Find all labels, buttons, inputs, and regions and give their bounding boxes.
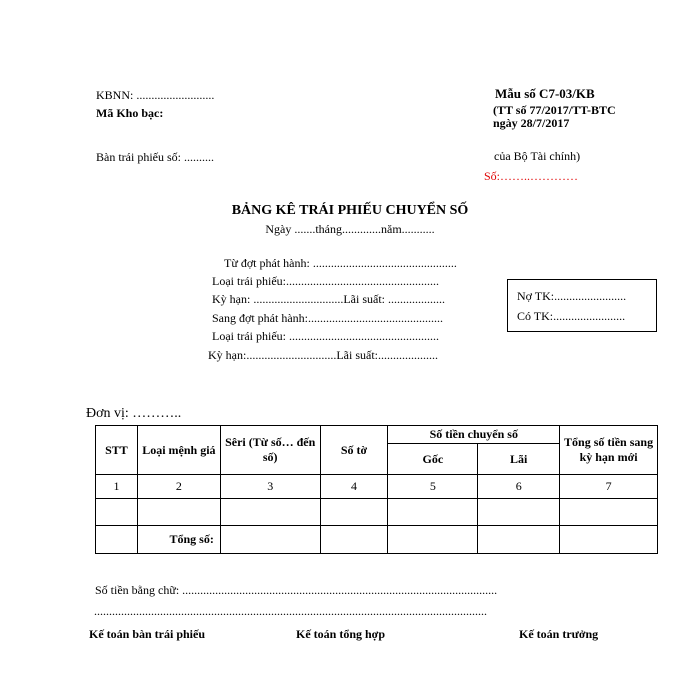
table-cell [478, 526, 560, 554]
column-number: 3 [220, 475, 320, 499]
circular-reference: (TT số 77/2017/TT-BTC ngày 28/7/2017 [493, 103, 616, 130]
bond-transfer-table [95, 425, 658, 554]
header-lai: Lãi [478, 444, 560, 475]
no-tk-line: Nợ TK:........................ [517, 289, 627, 303]
table-cell [560, 499, 658, 526]
loai-trai-phieu-field-1: Loại trái phiếu:................................................... [212, 274, 439, 288]
signature-ke-toan-truong: Kế toán trưởng [519, 627, 599, 641]
table-cell [478, 499, 560, 526]
header-goc: Gốc [388, 444, 478, 475]
table-cell [388, 526, 478, 554]
header-tong-so-tien: Tổng số tiền sang kỳ hạn mới [560, 426, 658, 475]
column-number: 6 [478, 475, 560, 499]
table-cell [220, 499, 320, 526]
table-cell [320, 526, 388, 554]
ky-han-lai-suat-field-2: Kỳ hạn:..............................Lãi suất:.................... [208, 348, 438, 362]
issuing-authority: của Bộ Tài chính) [494, 149, 581, 163]
column-number: 2 [137, 475, 220, 499]
date-line: Ngày .......tháng.............năm........... [265, 222, 435, 236]
tu-dot-phat-hanh-field: Từ đợt phát hành: ................................................ [224, 256, 457, 270]
table-cell [388, 499, 478, 526]
table-cell [560, 526, 658, 554]
document-number: Số:……..………… [484, 169, 579, 183]
dotted-continuation-line: ................................................................................................................................... [94, 604, 487, 618]
ky-han-lai-suat-field-1: Kỳ hạn: ..............................Lãi suất: ................... [212, 292, 445, 306]
column-number: 7 [560, 475, 658, 499]
ma-kho-bac-label: Mã Kho bạc: [96, 106, 164, 120]
table-row [96, 499, 658, 526]
header-so-tien-chuyen-so: Số tiền chuyển số [388, 426, 560, 444]
so-tien-bang-chu-line: Số tiền bằng chữ: ......................................................................................................... [95, 583, 498, 597]
header-seri: Sêri (Từ số… đến số) [220, 426, 320, 475]
kbnn-line: KBNN: .......................... [96, 88, 215, 102]
co-tk-line: Có TK:........................ [517, 309, 626, 323]
table-cell [320, 499, 388, 526]
column-number-row [96, 475, 658, 499]
header-loai-menh-gia: Loại mệnh giá [137, 426, 220, 475]
account-box [507, 279, 657, 332]
header-so-to: Số tờ [320, 426, 388, 475]
column-number: 4 [320, 475, 388, 499]
column-number: 5 [388, 475, 478, 499]
ban-trai-phieu-line: Bàn trái phiếu số: .......... [96, 150, 214, 164]
total-label: Tổng số: [137, 526, 220, 554]
table-cell [137, 499, 220, 526]
form-number: Mẫu số C7-03/KB [495, 86, 595, 101]
don-vi-line: Đơn vị: ……….. [86, 406, 182, 421]
loai-trai-phieu-field-2: Loại trái phiếu: .................................................. [212, 329, 439, 343]
header-stt: STT [96, 426, 138, 475]
table-cell [96, 499, 138, 526]
signature-ke-toan-tong-hop: Kế toán tổng hợp [296, 627, 385, 641]
table-cell [220, 526, 320, 554]
total-row [96, 526, 658, 554]
document-title: BẢNG KÊ TRÁI PHIẾU CHUYỂN SỐ [231, 203, 469, 218]
sang-dot-phat-hanh-field: Sang đợt phát hành:............................................. [212, 311, 443, 325]
table-cell [96, 526, 138, 554]
column-number: 1 [96, 475, 138, 499]
signature-ke-toan-ban-trai-phieu: Kế toán bàn trái phiếu [89, 627, 206, 641]
